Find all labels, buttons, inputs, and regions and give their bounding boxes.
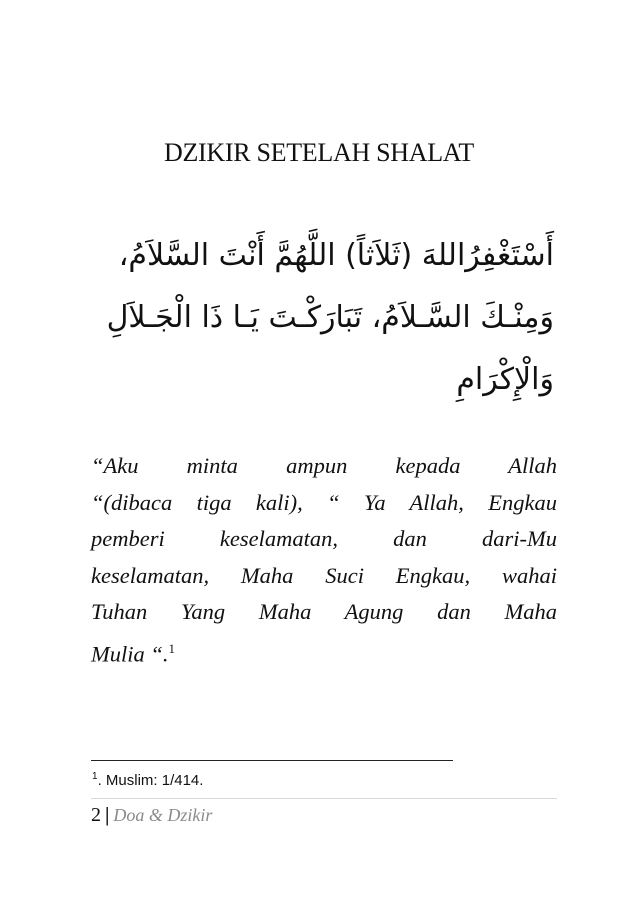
translation-paragraph bbox=[91, 448, 557, 673]
translation-line-6-text: Mulia “. bbox=[91, 641, 169, 666]
translation-line-4: keselamatan, Maha Suci Engkau, wahai bbox=[91, 562, 557, 588]
footer-separator: | bbox=[105, 804, 110, 826]
page-number: 2 bbox=[91, 804, 101, 826]
page-title: DZIKIR SETELAH SHALAT bbox=[163, 138, 474, 167]
book-title: Doa & Dzikir bbox=[113, 805, 213, 825]
translation-line-6 bbox=[91, 631, 557, 673]
arabic-line-1: أَسْتَغْفِرُاللهَ (ثَلاَثاً) اللَّهُمَّ أَنْتَ السَّلاَمُ، bbox=[118, 238, 554, 273]
footnote-reference[interactable]: 1 bbox=[168, 640, 176, 656]
page-footer bbox=[91, 804, 212, 827]
translation-line-3: pemberi keselamatan, dan dari-Mu bbox=[91, 526, 557, 551]
footnote-number: 1 bbox=[92, 771, 98, 782]
footnote-text: . Muslim: 1/414. bbox=[97, 772, 204, 789]
arabic-line-3: وَالْإِكْرَامِ bbox=[456, 362, 554, 397]
translation-line-5: Tuhan Yang Maha Agung dan Maha bbox=[91, 599, 557, 624]
footnote-divider bbox=[91, 760, 453, 761]
translation-line-1: “Aku minta ampun kepada Allah bbox=[91, 453, 557, 478]
footnote bbox=[92, 771, 203, 789]
footer-divider bbox=[91, 798, 557, 799]
translation-line-2: “(dibaca tiga kali), “ Ya Allah, Engkau bbox=[91, 489, 557, 515]
arabic-line-2: وَمِنْـكَ السَّـلاَمُ، تَبَارَكْـتَ يَـا ذَا الْجَـلاَلِ bbox=[106, 300, 554, 335]
